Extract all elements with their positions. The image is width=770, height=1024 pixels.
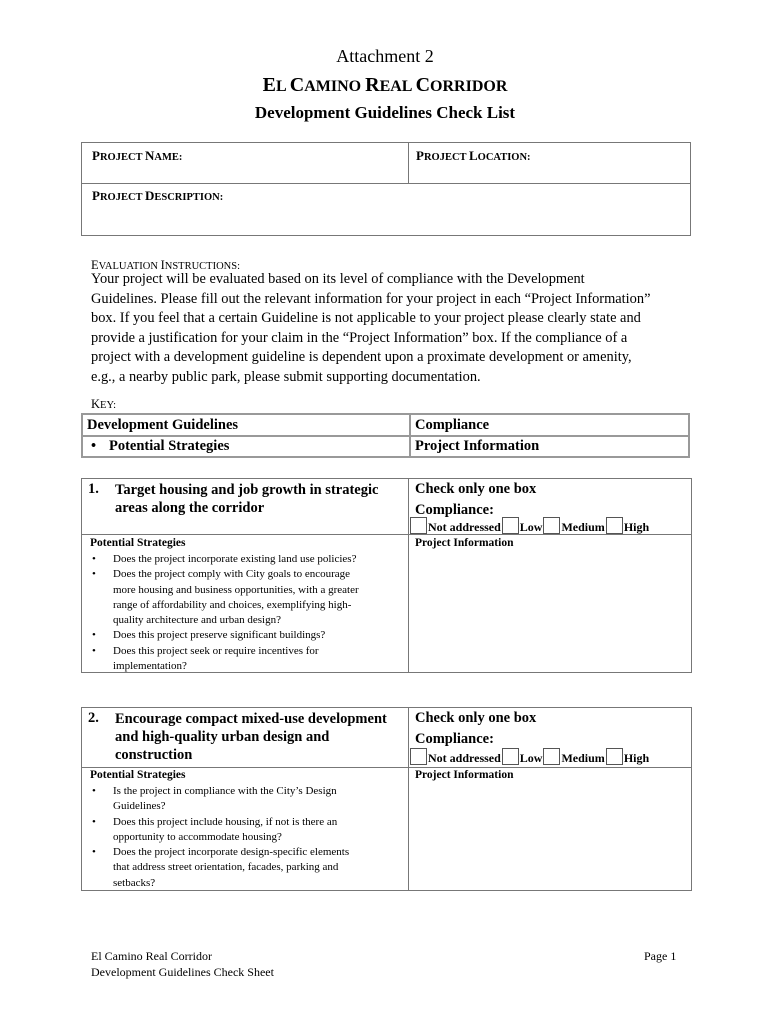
project-information-label: Project Information (415, 537, 514, 549)
key-project-information: Project Information (415, 438, 540, 454)
page-number: Page 1 (644, 949, 677, 963)
potential-strategies-label: Potential Strategies (90, 537, 186, 549)
strategy-item: • Is the project in compliance with the City’s Design Guidelines? (90, 784, 406, 815)
project-info-table (81, 142, 691, 236)
compliance-label: Compliance: (415, 731, 494, 747)
guideline-section-2 (81, 707, 692, 891)
key-heading: KEY: (91, 397, 116, 411)
project-description-field[interactable] (86, 205, 686, 233)
checkbox-not-addressed[interactable] (410, 748, 427, 765)
attachment-label: Attachment 2 (336, 46, 434, 66)
guideline-title: Encourage compact mixed-use development and high-quality urban design and construction (115, 711, 387, 763)
document-subtitle: Development Guidelines Check List (254, 103, 516, 122)
strategy-list (90, 552, 406, 674)
project-description-label: PROJECT DESCRIPTION: (92, 188, 224, 203)
project-location-field[interactable] (552, 145, 686, 181)
checkbox-high[interactable] (606, 517, 623, 534)
project-name-label: PROJECT NAME: (92, 148, 183, 163)
strategy-item: • Does this project include housing, if not is there an opportunity to accommodate housing? (90, 815, 406, 846)
compliance-options: Not addressed Low Medium High (410, 748, 649, 767)
checkbox-medium[interactable] (543, 748, 560, 765)
project-location-label: PROJECT LOCATION: (416, 148, 531, 163)
document-title: EL CAMINO REAL CORRIDOR (262, 74, 508, 96)
strategy-list (90, 784, 406, 891)
strategy-item: • Does the project incorporate existing land use policies? (90, 552, 406, 567)
guideline-number: 1. (88, 481, 99, 497)
checkbox-medium[interactable] (543, 517, 560, 534)
key-compliance: Compliance (415, 417, 490, 433)
project-information-label: Project Information (415, 769, 514, 781)
project-name-field[interactable] (172, 145, 402, 181)
key-development-guidelines: Development Guidelines (87, 417, 239, 433)
checkbox-high[interactable] (606, 748, 623, 765)
guideline-section-1 (81, 478, 692, 673)
key-potential-strategies: Potential Strategies (109, 438, 230, 454)
strategy-item: • Does the project incorporate design-specific elements that address street orientation, facades, parking and setbacks? (90, 845, 406, 891)
compliance-label: Compliance: (415, 502, 494, 518)
check-one-label: Check only one box (415, 481, 537, 497)
evaluation-heading: EVALUATION INSTRUCTIONS: (91, 258, 241, 272)
checkbox-low[interactable] (502, 517, 519, 534)
project-information-field[interactable] (412, 786, 687, 886)
strategy-item: • Does this project preserve significant buildings? (90, 628, 406, 643)
strategy-item: • Does the project comply with City goals to encourage more housing and business opportunities, with a greater range of affordability and choices, exemplifying high- quality architecture and urban design? (90, 567, 406, 628)
project-information-field[interactable] (412, 553, 687, 668)
potential-strategies-label: Potential Strategies (90, 769, 186, 781)
checkbox-low[interactable] (502, 748, 519, 765)
checkbox-not-addressed[interactable] (410, 517, 427, 534)
footer-left: El Camino Real Corridor Development Guidelines Check Sheet (91, 949, 274, 979)
key-table (81, 413, 690, 458)
guideline-number: 2. (88, 710, 99, 726)
strategy-item: • Does this project seek or require incentives for implementation? (90, 644, 406, 675)
evaluation-instructions: Your project will be evaluated based on its level of compliance with the Development Guidelines. Please fill out the relevant information for your project in each “Project Information” box. If you feel that a certain Guideline is not applicable to your project please clearly state and provide a justification for your claim in the “Project Information” box. If the compliance of a project with a development guideline is dependent upon a proximate development or amenity, e.g., a nearby public park, please submit supporting documentation. (91, 271, 651, 385)
check-one-label: Check only one box (415, 710, 537, 726)
compliance-options: Not addressed Low Medium High (410, 517, 649, 536)
guideline-title: Target housing and job growth in strategic areas along the corridor (115, 482, 379, 516)
